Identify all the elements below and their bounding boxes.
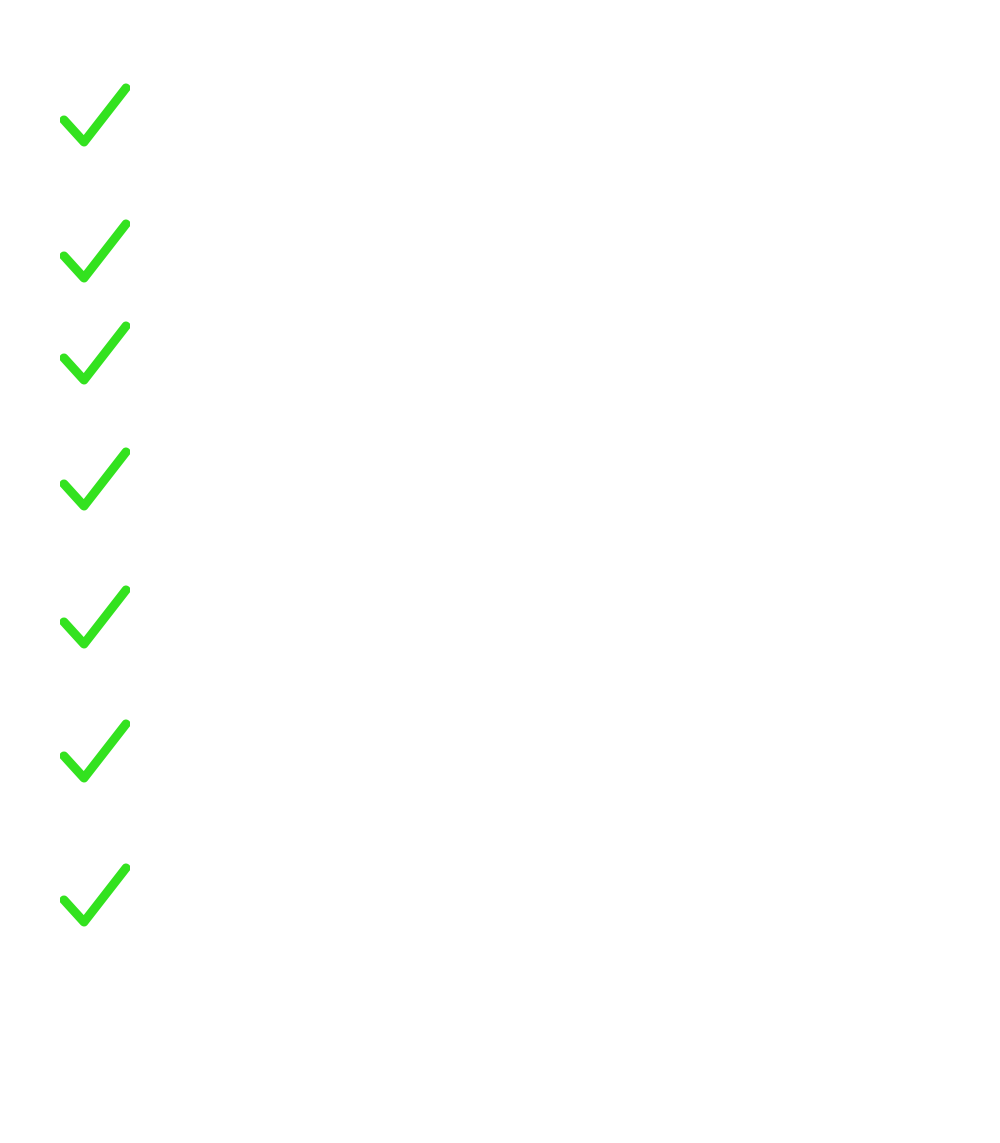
emphasis-text: 30 hari	[622, 40, 787, 88]
checkmark-icon	[60, 318, 130, 388]
checkmark-icon	[60, 716, 130, 786]
checkmark-icon	[60, 216, 130, 286]
checklist-item-text: Lebih murah dari harga suplemen mu dan ada jaminan!	[152, 820, 886, 917]
checkmark-icon	[60, 582, 130, 652]
checkmark-icon	[60, 860, 130, 930]
checklist-item-text: Program mentoring 30 hari (oleh mentor COL)	[152, 40, 921, 137]
checklist-item-text: Pendaftaran selalu penuh setiap batch, buruan daftar!	[152, 678, 913, 775]
price-label: Hanya Rp 517.000	[185, 943, 900, 1037]
checkmark-icon	[60, 444, 130, 514]
checklist-item-text: Turun 7 kg dalam 30 hari atau uang kembali + 20 JUTA	[152, 178, 854, 324]
checklist-item-text: Cocok untuk yang tidak bisa commit lebih dari 30 hari	[152, 406, 814, 503]
checkmark-icon	[60, 80, 130, 150]
price-footnote: *Harga belum termasuk PPN	[614, 1047, 897, 1072]
checklist-item-text: Cocok untuk yg ada acara bulan depan dan baju masih kesempitan	[152, 544, 952, 641]
checklist-item-text: Gak perlu Facebook	[152, 310, 612, 358]
